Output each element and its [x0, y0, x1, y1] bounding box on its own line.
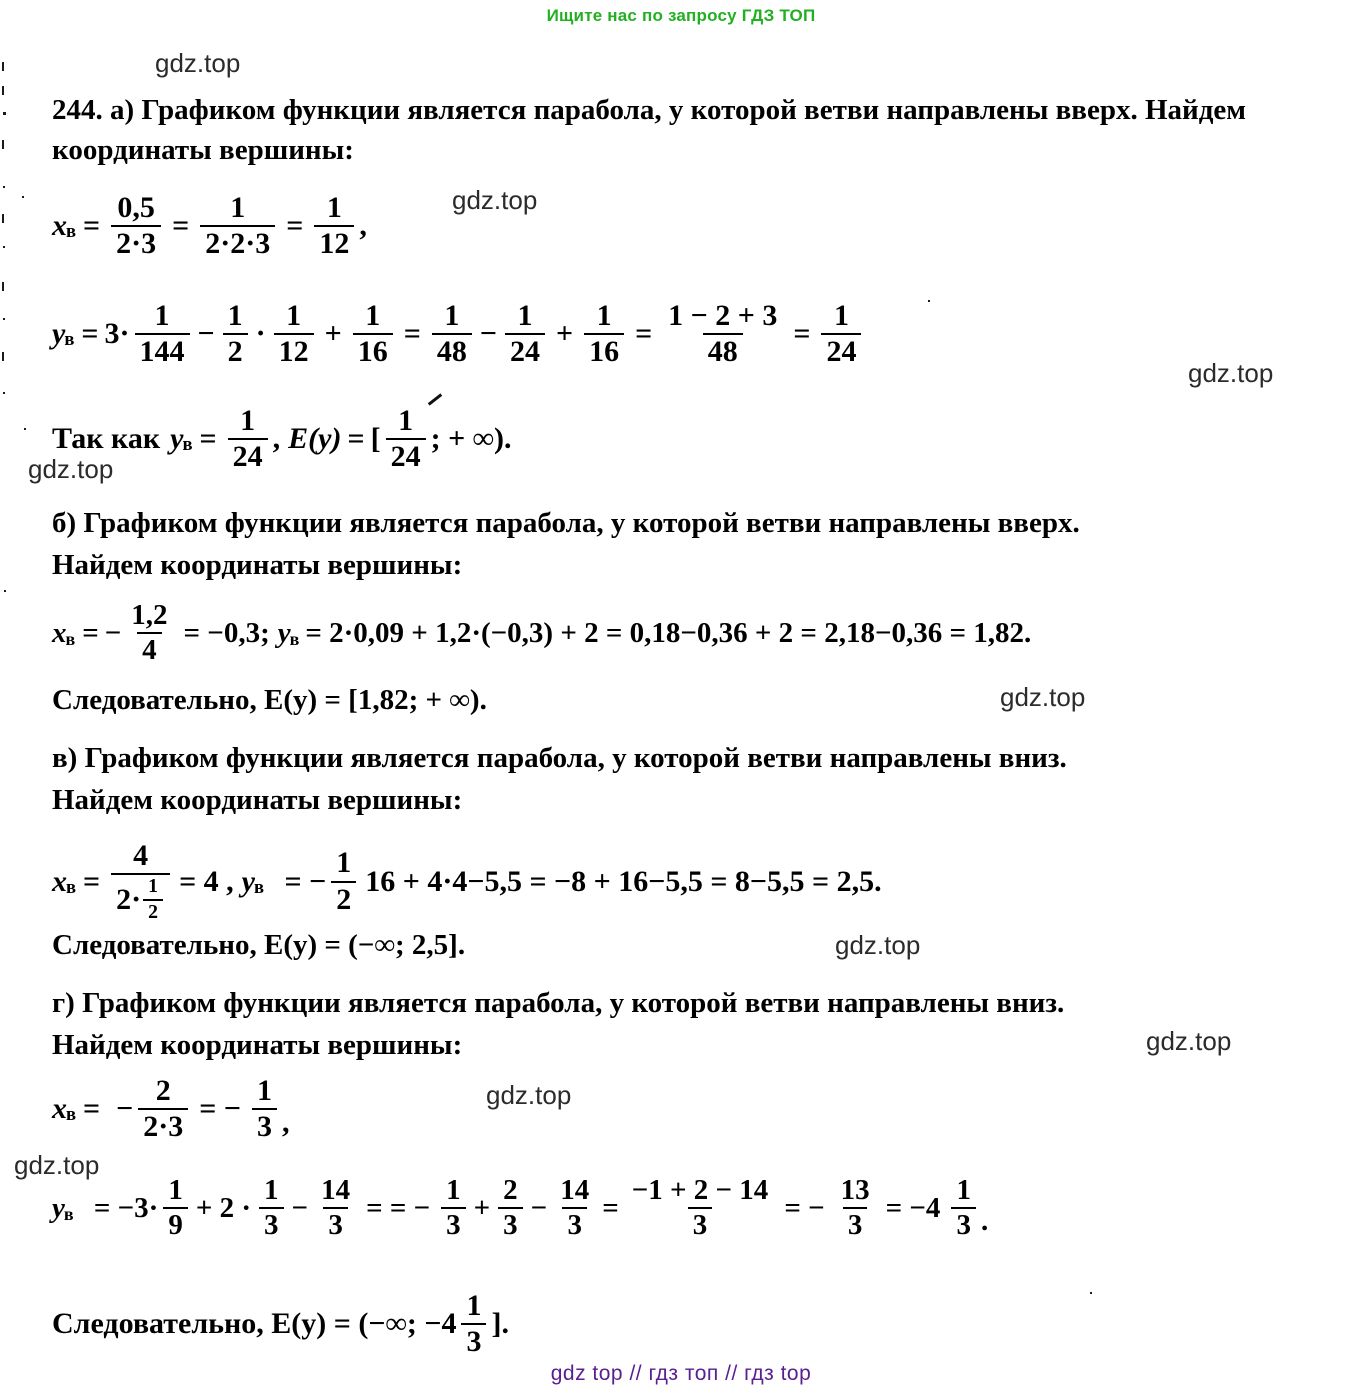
numerator: 1 — [286, 299, 302, 332]
minus-sign: − — [104, 616, 122, 649]
yv-subscript: в — [254, 876, 265, 898]
denominator: 9 — [163, 1207, 188, 1241]
fraction-1-over-24 — [228, 405, 268, 474]
denominator: 2 — [143, 899, 163, 923]
comma: , — [281, 1105, 290, 1139]
yv-symbol: y — [52, 1191, 65, 1224]
conclusion-g — [52, 1290, 509, 1359]
numerator: 1 — [227, 299, 243, 332]
formula-v: x в = 4 2· $\frac{1}{2}$ = 4 , y в = − $\frac{1}{2}$ 16 + 4·4−5,5 = −8 + 16−5,5 = 8−5,5 = 2,5. — [52, 839, 882, 923]
plus-term: + 2 · — [195, 1191, 252, 1224]
numerator: 13 — [840, 1174, 870, 1206]
xv-symbol: x — [52, 616, 67, 649]
comma: , — [272, 422, 281, 456]
denominator: 24 — [228, 438, 268, 473]
plus-sign: + — [473, 1191, 491, 1224]
numerator: 1 — [230, 191, 246, 224]
part-statement-b-line2 — [52, 545, 462, 585]
equals-run: = = − — [366, 1191, 431, 1224]
scan-speck — [2, 86, 4, 95]
denominator: 2 — [223, 333, 248, 368]
fraction-1-over-16 — [584, 300, 624, 369]
denominator-lead: 2· — [116, 882, 142, 916]
denominator: 12 — [314, 225, 354, 260]
numerator: 1 — [833, 299, 849, 332]
fraction-sum-over-3 — [627, 1175, 774, 1242]
xv-result: = 4 , — [179, 864, 234, 898]
equals-minus: = − — [199, 1092, 241, 1126]
xv-subscript: в — [66, 876, 77, 898]
denominator: 16 — [353, 333, 393, 368]
fraction-1-over-24 — [505, 300, 545, 369]
watermark: gdz.top — [1146, 1026, 1232, 1056]
fraction-1-over-12 — [274, 300, 314, 369]
equals-minus-four: = −4 — [885, 1191, 941, 1224]
yv-subscript: в — [64, 329, 75, 351]
denominator: 2·2·3 — [200, 225, 275, 260]
denominator: 48 — [432, 333, 472, 368]
fraction-1-over-2 — [331, 847, 356, 916]
xv-symbol: x — [52, 209, 67, 243]
bracket-open: [ — [370, 422, 381, 456]
fraction-12-over-4 — [126, 600, 172, 667]
numerator: 1 — [444, 299, 460, 332]
denominator: 3 — [461, 1323, 486, 1358]
numerator: 1 — [517, 299, 533, 332]
fraction-14-over-3 — [316, 1175, 355, 1242]
fraction-1-over-3-bound — [461, 1290, 486, 1359]
denominator: 4 — [137, 632, 162, 666]
formula-yv-g — [52, 1175, 988, 1242]
numerator: 1 — [154, 299, 170, 332]
scan-speck — [3, 186, 5, 188]
fraction-1-over-24-bound — [386, 405, 426, 474]
watermark: gdz.top — [1000, 682, 1086, 712]
fraction-1-over-24-result — [821, 300, 861, 369]
xv-subscript: в — [66, 1104, 77, 1126]
numerator: 1 — [264, 1174, 279, 1206]
numerator: 4 — [133, 839, 149, 872]
fraction-1-over-9 — [163, 1175, 188, 1242]
scan-speck — [3, 318, 5, 320]
fraction-1-over-3-mixed — [951, 1175, 976, 1242]
part-label-v: в) — [52, 742, 78, 774]
denominator — [111, 873, 170, 923]
fraction-1-over-2x2x3 — [200, 192, 275, 261]
comma: , — [359, 209, 367, 243]
fraction-13-over-3 — [836, 1175, 875, 1242]
scan-speck — [22, 196, 24, 198]
equals-sign: = — [602, 1191, 619, 1224]
fraction-1-over-12 — [314, 192, 354, 261]
nested-fraction-1-over-2 — [143, 876, 163, 923]
denominator: 3 — [843, 1207, 868, 1241]
fraction-1-over-2 — [223, 300, 248, 369]
denominator: 3 — [688, 1207, 713, 1241]
yv-symbol: y — [170, 422, 184, 456]
statement-g-cont: Найдем координаты вершины: — [52, 1029, 463, 1061]
denominator: 2·3 — [111, 225, 161, 260]
fraction-1-over-144 — [135, 300, 190, 369]
scan-speck — [3, 112, 6, 115]
scan-speck — [3, 246, 5, 248]
part-label-g: г) — [52, 987, 75, 1019]
period: . — [980, 1204, 989, 1237]
fraction-2-over-2x3 — [138, 1075, 188, 1144]
part-label-b: б) — [52, 507, 77, 539]
denominator: 12 — [274, 333, 314, 368]
formula-xv-g: x в = − $\frac{2}{2\cdot 3}$ = − $\frac{1}{3}$ , — [52, 1074, 290, 1144]
xv-symbol: x — [52, 864, 67, 898]
conclusion-lead: Так как — [52, 422, 161, 456]
denominator: 3 — [259, 1207, 284, 1241]
denominator: 3 — [562, 1207, 587, 1241]
numerator: 1 — [326, 191, 342, 224]
promo-banner: Ищите нас по запросу ГДЗ ТОП — [546, 6, 816, 25]
denominator: 3 — [951, 1207, 976, 1241]
scan-speck — [2, 352, 4, 361]
scan-speck — [24, 428, 26, 430]
scan-speck — [1090, 1292, 1092, 1294]
yv-symbol: y — [241, 864, 255, 898]
numerator: 14 — [321, 1174, 351, 1206]
numerator: 1 — [466, 1289, 482, 1322]
minus-sign: − — [530, 1191, 548, 1224]
fraction-1-over-3 — [259, 1175, 284, 1242]
numerator: 2 — [503, 1174, 518, 1206]
watermark: gdz.top — [155, 48, 241, 78]
formula-xv-a: x в = $\frac{0,5}{2\cdot 3}$ = $\frac{1}{2\cdot 2\cdot 3}$ = $\frac{1}{12}$ , — [52, 191, 367, 261]
xv-subscript: в — [66, 221, 77, 243]
scan-speck — [4, 590, 6, 592]
part-label-a: а) — [110, 94, 135, 126]
part-statement-v-line1 — [52, 738, 1067, 778]
numerator: 1 — [256, 1074, 272, 1107]
stray-pen-mark — [428, 393, 442, 405]
fraction-1-over-16 — [353, 300, 393, 369]
watermark: gdz.top — [835, 930, 921, 960]
fraction-1-over-3 — [252, 1075, 277, 1144]
range-tail: ; + ∞). — [430, 422, 512, 456]
watermark: gdz.top — [1188, 358, 1274, 388]
numerator: 0,5 — [117, 191, 155, 224]
part-statement-b-line1 — [52, 503, 1080, 543]
denominator: 3 — [441, 1207, 466, 1241]
denominator: 2·3 — [138, 1108, 188, 1143]
scan-speck — [2, 282, 4, 291]
formula-b: x в = − $\frac{1,2}{4}$ = −0,3; y в = 2·0,09 + 1,2·(−0,3) + 2 = 0,18−0,36 + 2 = 2,18−0,36 = 1,82. — [52, 599, 1032, 667]
numerator: 1 — [336, 846, 352, 880]
numerator: 1 — [398, 404, 414, 437]
fraction-2-over-3 — [498, 1175, 523, 1242]
xv-subscript: в — [65, 628, 76, 649]
xv-result: = −0,3; — [183, 616, 270, 649]
numerator: 1 — [365, 299, 381, 332]
formula-yv-a: y в = 3· $\frac{1}{144}$ − $\frac{1}{2}$ · $\frac{1}{12}$ + $\frac{1}{16}$ = $\frac{1}{48}$ − $\frac{1}{24}$ + $\frac{1}{16}$ = $\frac{1 - 2 + 3}{48}$ = $\frac{1}{24}$ — [52, 300, 866, 369]
numerator: 14 — [560, 1174, 590, 1206]
part-statement-v-line2 — [52, 780, 462, 820]
part-statement-g-line1 — [52, 983, 1064, 1023]
scan-speck — [928, 300, 930, 302]
statement-b-visible: Графиком функции является парабола, у которой ветви направлены вверх. — [83, 507, 1080, 539]
scan-speck — [3, 392, 5, 394]
denominator: 3 — [498, 1207, 523, 1241]
fraction-05-over-2x3 — [111, 192, 161, 261]
task-number: 244. — [52, 94, 103, 126]
watermark: gdz.top — [14, 1150, 100, 1180]
numerator: 1 — [168, 1174, 183, 1206]
fraction-1-over-48 — [432, 300, 472, 369]
statement-v-visible: Графиком функции является парабола, у которой ветви направлены вниз. — [84, 742, 1067, 774]
denominator: 24 — [505, 333, 545, 368]
statement-b-cont: Найдем координаты вершины: — [52, 549, 463, 581]
equals-minus: = − — [284, 864, 327, 898]
denominator: 24 — [821, 333, 861, 368]
numerator: 1 — [596, 299, 612, 332]
scan-speck — [2, 62, 4, 71]
part-statement-g-line2 — [52, 1025, 462, 1065]
numerator: 1 — [956, 1174, 971, 1206]
numerator: 1 — [446, 1174, 461, 1206]
yv-subscript: в — [289, 628, 300, 649]
part-statement-a: Графиком функции является парабола, у которой ветви направлены вверх. Найдем координаты вершины: — [52, 94, 1247, 167]
lead-term: = −3· — [93, 1191, 159, 1224]
conclusion-v: Следовательно, E(y) = (−∞; 2,5]. — [52, 929, 466, 961]
statement-v-cont: Найдем координаты вершины: — [52, 784, 463, 816]
watermark: gdz.top — [486, 1080, 572, 1110]
numerator: 1 — [240, 404, 256, 437]
yv-computation: 16 + 4·4−5,5 = −8 + 16−5,5 = 8−5,5 = 2,5. — [365, 864, 882, 898]
footer-watermark: gdz top // гдз топ // гдз top — [550, 1362, 812, 1385]
watermark: gdz.top — [452, 185, 538, 215]
numerator: 1 − 2 + 3 — [668, 299, 778, 332]
numerator: 1 — [148, 875, 159, 898]
yv-subscript: в — [182, 434, 193, 456]
numerator: −1 + 2 − 14 — [631, 1174, 769, 1206]
conclusion-a: Так как y в = $\frac{1}{24}$ , E(y) = [ $\frac{1}{24}$ ; + ∞). — [52, 404, 512, 474]
denominator: 16 — [584, 333, 624, 368]
yv-subscript: в — [63, 1203, 74, 1224]
range-label: E(y) — [288, 422, 342, 456]
xv-symbol: x — [52, 1092, 67, 1126]
scan-speck — [2, 214, 4, 223]
denominator: 24 — [386, 438, 426, 473]
denominator: 48 — [703, 333, 743, 368]
statement-g-visible: Графиком функции является парабола, у которой ветви направлены вниз. — [82, 987, 1065, 1019]
minus-sign: − — [116, 1092, 134, 1126]
bracket-close: ]. — [491, 1307, 509, 1341]
yv-symbol: y — [52, 317, 66, 351]
numerator: 2 — [155, 1074, 171, 1107]
watermark: gdz.top — [28, 454, 114, 484]
denominator: 3 — [323, 1207, 348, 1241]
coefficient-3: 3· — [104, 317, 130, 351]
denominator: 2 — [331, 881, 356, 916]
fraction-14-over-3 — [555, 1175, 594, 1242]
denominator: 3 — [252, 1108, 277, 1143]
task-statement-a — [52, 90, 1282, 170]
fraction-1-over-3 — [441, 1175, 466, 1242]
conclusion-b: Следовательно, E(y) = [1,82; + ∞). — [52, 684, 487, 716]
scan-speck — [2, 140, 4, 149]
yv-symbol: y — [277, 616, 291, 649]
yv-computation: = 2·0,09 + 1,2·(−0,3) + 2 = 0,18−0,36 + 2 = 2,18−0,36 = 1,82. — [305, 616, 1032, 649]
fraction-sum-over-48 — [663, 300, 782, 369]
equals-minus: = − — [784, 1191, 825, 1224]
conclusion-lead: Следовательно, E(y) = (−∞; −4 — [52, 1307, 457, 1341]
minus-sign: − — [291, 1191, 309, 1224]
numerator: 1,2 — [131, 599, 168, 631]
denominator: 144 — [135, 333, 190, 368]
fraction-4-over-2-times-half — [111, 840, 170, 923]
